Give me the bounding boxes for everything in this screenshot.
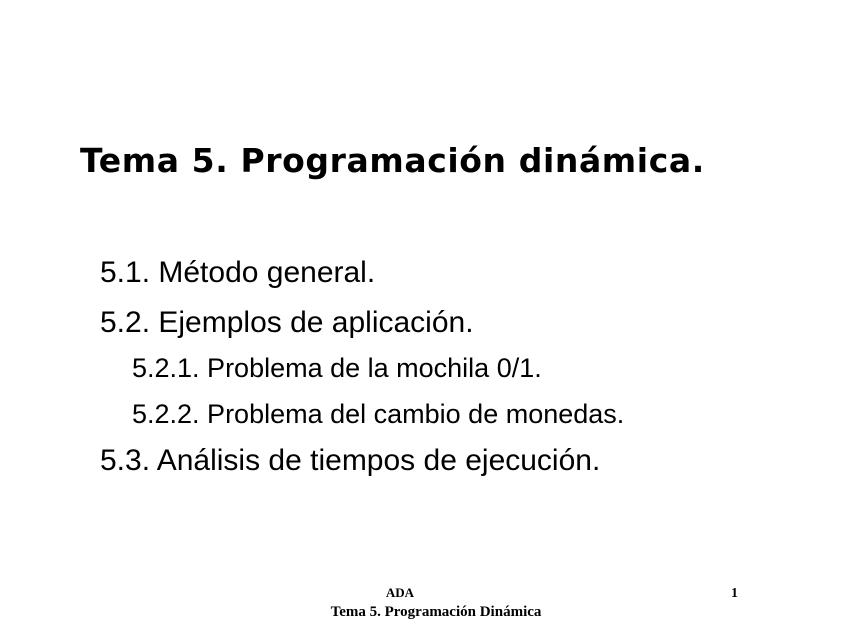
toc-item-5-2-2: 5.2.2. Problema del cambio de monedas. bbox=[132, 399, 625, 429]
page-number: 1 bbox=[731, 586, 738, 601]
toc-item-5-3: 5.3. Análisis de tiempos de ejecución. bbox=[100, 444, 601, 477]
toc-item-5-2-1: 5.2.1. Problema de la mochila 0/1. bbox=[132, 353, 542, 383]
footer-course: ADA bbox=[385, 585, 415, 600]
slide-title: Tema 5. Programación dinámica. bbox=[80, 141, 705, 180]
footer-topic: Tema 5. Programación Dinámica bbox=[330, 604, 542, 620]
toc-item-5-1: 5.1. Método general. bbox=[100, 256, 376, 289]
toc-item-5-2: 5.2. Ejemplos de aplicación. bbox=[100, 306, 474, 339]
